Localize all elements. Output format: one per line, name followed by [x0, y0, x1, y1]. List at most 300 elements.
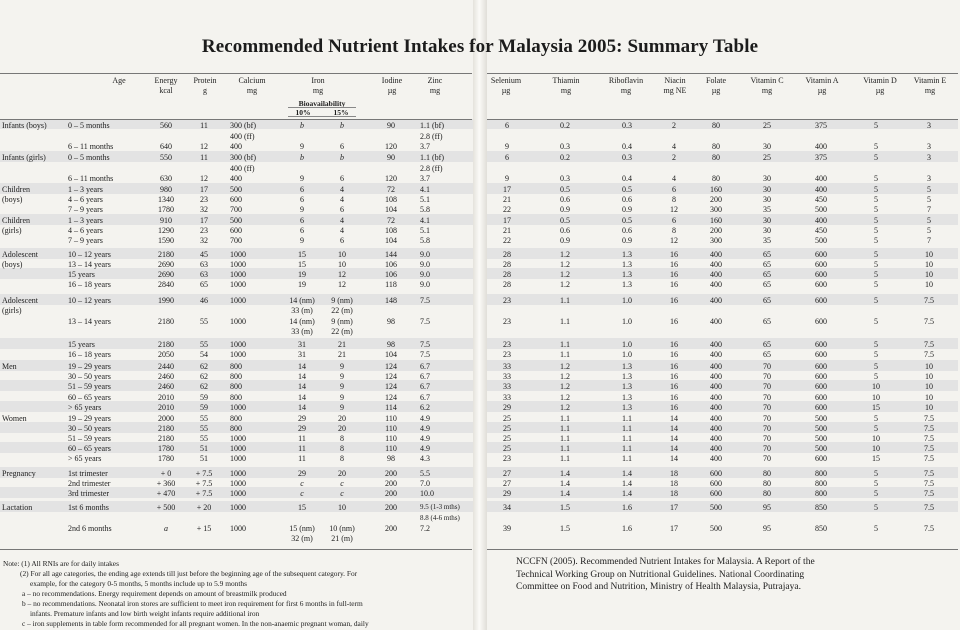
cell-nia: 6 [672, 185, 676, 194]
cell-va: 450 [815, 195, 827, 204]
cell-bio10: 14 [298, 372, 306, 381]
cell-bio15: 9 [340, 372, 344, 381]
cell-calcium: 400 (ff) [230, 132, 255, 141]
cell-thi: 0.9 [560, 205, 570, 214]
cell-vc: 65 [763, 350, 771, 359]
cell-age: > 65 years [68, 403, 102, 412]
cell-vd: 5 [874, 216, 878, 225]
cell-bio15: 22 (m) [331, 306, 353, 315]
cell-vd: 5 [874, 153, 878, 162]
cell-calcium: 1000 [230, 489, 246, 498]
cell-zinc: 7.2 [420, 524, 430, 533]
cell-calcium: 800 [230, 372, 242, 381]
cell-iodine: 200 [385, 489, 397, 498]
cell-protein: 17 [200, 216, 208, 225]
cell-protein: 12 [200, 174, 208, 183]
cell-vc: 35 [763, 205, 771, 214]
reference-citation [516, 556, 815, 594]
cell-vc: 30 [763, 226, 771, 235]
cell-bio10: 19 [298, 270, 306, 279]
cell-fol: 400 [710, 414, 722, 423]
cell-age: 6 – 11 months [68, 174, 114, 183]
cell-energy: 2180 [158, 434, 174, 443]
cell-group: Lactation [2, 503, 33, 512]
cell-bio10: 14 [298, 393, 306, 402]
cell-bio10: 14 [298, 362, 306, 371]
cell-rib: 1.1 [622, 414, 632, 423]
cell-group: Men [2, 362, 17, 371]
cell-age: 16 – 18 years [68, 280, 111, 289]
cell-bio15: 4 [340, 226, 344, 235]
cell-sel: 39 [503, 524, 511, 533]
table-row [0, 174, 960, 183]
cell-zinc: 4.1 [420, 185, 430, 194]
cell-zinc: 6.7 [420, 393, 430, 402]
cell-group: (boys) [2, 260, 23, 269]
cell-calcium: 800 [230, 382, 242, 391]
cell-iodine: 200 [385, 524, 397, 533]
cell-age: 51 – 59 years [68, 382, 111, 391]
cell-rib: 1.3 [622, 362, 632, 371]
cell-va: 800 [815, 479, 827, 488]
table-row [0, 164, 960, 173]
cell-energy: 1590 [158, 236, 174, 245]
cell-iodine: 108 [385, 195, 397, 204]
cell-energy: 1780 [158, 444, 174, 453]
cell-vd: 5 [874, 270, 878, 279]
cell-sel: 21 [503, 195, 511, 204]
cell-va: 400 [815, 216, 827, 225]
cell-nia: 14 [670, 454, 678, 463]
cell-bio10: b [300, 153, 304, 162]
cell-energy: + 360 [156, 479, 176, 488]
cell-energy: 560 [160, 121, 172, 130]
cell-sel: 29 [503, 489, 511, 498]
table-row [0, 382, 960, 391]
header-riboflavin-unit: mg [620, 85, 632, 95]
cell-bio10: 15 [298, 260, 306, 269]
table-row [0, 195, 960, 204]
cell-group: Infants (girls) [2, 153, 46, 162]
table-row [0, 327, 960, 336]
header-iron-unit: mg [312, 85, 324, 95]
cell-sel: 33 [503, 372, 511, 381]
cell-fol: 160 [710, 185, 722, 194]
cell-sel: 6 [505, 153, 509, 162]
cell-sel: 33 [503, 393, 511, 402]
cell-vd: 10 [872, 444, 880, 453]
cell-protein: 54 [200, 350, 208, 359]
header-bioavailability: Bioavailability [298, 99, 346, 108]
cell-iodine: 98 [387, 454, 395, 463]
cell-calcium: 1000 [230, 350, 246, 359]
cell-nia: 14 [670, 434, 678, 443]
cell-bio15: 21 [338, 340, 346, 349]
cell-energy: 2180 [158, 317, 174, 326]
cell-nia: 2 [672, 153, 676, 162]
cell-rib: 1.3 [622, 260, 632, 269]
cell-nia: 12 [670, 236, 678, 245]
iron-subheader-rule [288, 107, 356, 108]
header-iron-label: Iron [311, 76, 325, 85]
cell-protein: 63 [200, 270, 208, 279]
cell-vd: 5 [874, 372, 878, 381]
cell-fol: 80 [712, 153, 720, 162]
cell-group: Children [2, 185, 30, 194]
cell-iodine: 90 [387, 153, 395, 162]
cell-nia: 6 [672, 216, 676, 225]
cell-bio10: b [300, 121, 304, 130]
cell-energy: 1290 [158, 226, 174, 235]
cell-va: 600 [815, 382, 827, 391]
cell-nia: 4 [672, 142, 676, 151]
table-row [0, 306, 960, 315]
cell-vc: 70 [763, 393, 771, 402]
cell-vd: 15 [872, 403, 880, 412]
footnote-line: Note: (1) All RNIs are for daily intakes [3, 559, 119, 568]
cell-iodine: 104 [385, 236, 397, 245]
header-protein [188, 76, 222, 95]
cell-iodine: 110 [385, 444, 397, 453]
cell-vd: 5 [874, 226, 878, 235]
cell-vc: 70 [763, 372, 771, 381]
table-row [0, 503, 960, 512]
cell-nia: 14 [670, 424, 678, 433]
cell-nia: 18 [670, 489, 678, 498]
cell-vc: 70 [763, 444, 771, 453]
cell-age: 1 – 3 years [68, 185, 103, 194]
cell-thi: 1.1 [560, 296, 570, 305]
cell-bio15: c [340, 489, 344, 498]
header-energy-label: Energy [154, 76, 178, 85]
cell-va: 600 [815, 340, 827, 349]
table-rule [0, 119, 472, 120]
cell-group: (girls) [2, 306, 22, 315]
cell-iodine: 98 [387, 317, 395, 326]
cell-rib: 1.6 [622, 524, 632, 533]
cell-calcium: 500 [230, 185, 242, 194]
cell-ve: 5 [927, 226, 931, 235]
cell-iodine: 90 [387, 121, 395, 130]
table-rule [487, 549, 958, 550]
header-folate-unit: µg [711, 85, 721, 95]
cell-protein: + 15 [196, 524, 212, 533]
cell-group: Children [2, 216, 30, 225]
cell-zinc: 2.8 (ff) [420, 132, 443, 141]
cell-age: 60 – 65 years [68, 444, 111, 453]
cell-iodine: 200 [385, 503, 397, 512]
cell-thi: 1.1 [560, 454, 570, 463]
cell-age: 10 – 12 years [68, 296, 111, 305]
cell-va: 400 [815, 185, 827, 194]
cell-rib: 0.3 [622, 153, 632, 162]
cell-rib: 1.0 [622, 296, 632, 305]
cell-rib: 1.4 [622, 489, 632, 498]
cell-calcium: 1000 [230, 296, 246, 305]
cell-bio15: 22 (m) [331, 327, 353, 336]
cell-va: 500 [815, 414, 827, 423]
table-row [0, 270, 960, 279]
cell-ve: 10 [925, 403, 933, 412]
cell-bio15: 4 [340, 185, 344, 194]
cell-age: 13 – 14 years [68, 260, 111, 269]
header-vitc-unit: mg [761, 85, 773, 95]
cell-vd: 5 [874, 121, 878, 130]
cell-calcium: 1000 [230, 280, 246, 289]
cell-age: 1st 6 months [68, 503, 109, 512]
cell-calcium: 400 [230, 142, 242, 151]
cell-energy: 980 [160, 185, 172, 194]
cell-vd: 10 [872, 393, 880, 402]
cell-nia: 12 [670, 205, 678, 214]
cell-thi: 1.2 [560, 382, 570, 391]
cell-age: > 65 years [68, 454, 102, 463]
header-zinc-label: Zinc [427, 76, 443, 85]
cell-thi: 1.1 [560, 444, 570, 453]
table-row [0, 469, 960, 478]
header-vita [800, 76, 844, 95]
cell-protein: 59 [200, 393, 208, 402]
cell-age: 2nd 6 months [68, 524, 112, 533]
cell-iodine: 108 [385, 226, 397, 235]
cell-vc: 80 [763, 479, 771, 488]
header-riboflavin [602, 76, 650, 95]
cell-fol: 400 [710, 350, 722, 359]
cell-iodine: 120 [385, 174, 397, 183]
cell-calcium: 600 [230, 226, 242, 235]
cell-rib: 0.4 [622, 174, 632, 183]
cell-vd: 5 [874, 185, 878, 194]
header-age: Age [112, 76, 126, 85]
cell-sel: 23 [503, 454, 511, 463]
cell-ve: 7.5 [924, 454, 934, 463]
cell-ve: 10 [925, 260, 933, 269]
cell-iodine: 110 [385, 424, 397, 433]
cell-ve: 7.5 [924, 296, 934, 305]
cell-bio15: 9 [340, 382, 344, 391]
cell-energy: 2690 [158, 270, 174, 279]
cell-vc: 25 [763, 153, 771, 162]
cell-bio10: 9 [300, 236, 304, 245]
cell-va: 600 [815, 260, 827, 269]
cell-thi: 1.5 [560, 524, 570, 533]
cell-nia: 16 [670, 403, 678, 412]
cell-fol: 600 [710, 469, 722, 478]
cell-zinc: 9.0 [420, 270, 430, 279]
cell-thi: 1.2 [560, 260, 570, 269]
cell-sel: 17 [503, 216, 511, 225]
cell-zinc: 7.5 [420, 317, 430, 326]
cell-vd: 5 [874, 205, 878, 214]
cell-zinc: 4.1 [420, 216, 430, 225]
cell-va: 600 [815, 296, 827, 305]
cell-zinc: 7.5 [420, 350, 430, 359]
cell-rib: 0.5 [622, 216, 632, 225]
cell-vd: 5 [874, 424, 878, 433]
cell-fol: 400 [710, 444, 722, 453]
cell-protein: 17 [200, 185, 208, 194]
cell-bio10: 14 [298, 403, 306, 412]
cell-calcium: 1000 [230, 444, 246, 453]
cell-fol: 400 [710, 340, 722, 349]
cell-bio10: 9 [300, 174, 304, 183]
cell-bio10: c [300, 479, 304, 488]
cell-bio15: 21 [338, 350, 346, 359]
cell-vc: 65 [763, 340, 771, 349]
cell-calcium: 1000 [230, 250, 246, 259]
cell-energy: 1990 [158, 296, 174, 305]
table-row [0, 317, 960, 326]
cell-sel: 29 [503, 403, 511, 412]
header-vita-label: Vitamin A [805, 76, 839, 85]
footnote-line: b – no recommendations. Neonatal iron stores are sufficient to meet iron requirement for first 6 months in full-term [22, 599, 363, 608]
cell-thi: 1.2 [560, 362, 570, 371]
cell-va: 500 [815, 424, 827, 433]
cell-iodine: 104 [385, 205, 397, 214]
cell-sel: 34 [503, 503, 511, 512]
table-row [0, 153, 960, 162]
cell-iodine: 98 [387, 340, 395, 349]
cell-protein: 32 [200, 236, 208, 245]
cell-fol: 500 [710, 503, 722, 512]
cell-thi: 1.2 [560, 270, 570, 279]
cell-nia: 16 [670, 250, 678, 259]
cell-zinc: 6.7 [420, 382, 430, 391]
cell-age: 51 – 59 years [68, 434, 111, 443]
cell-bio15: 9 [340, 403, 344, 412]
cell-energy: 2180 [158, 424, 174, 433]
cell-protein: 23 [200, 226, 208, 235]
header-iodine-label: Iodine [381, 76, 403, 85]
header-energy [146, 76, 186, 95]
cell-ve: 3 [927, 174, 931, 183]
cell-zinc: 5.8 [420, 236, 430, 245]
cell-va: 600 [815, 250, 827, 259]
cell-sel: 9 [505, 142, 509, 151]
table-row [0, 132, 960, 141]
cell-iodine: 124 [385, 382, 397, 391]
cell-bio10: 31 [298, 350, 306, 359]
cell-protein: + 7.5 [195, 479, 213, 488]
cell-bio10: 31 [298, 340, 306, 349]
cell-age: 7 – 9 years [68, 236, 103, 245]
cell-bio15: 8 [340, 434, 344, 443]
cell-vd: 10 [872, 434, 880, 443]
cell-ve: 10 [925, 372, 933, 381]
cell-group: Infants (boys) [2, 121, 47, 130]
cell-fol: 80 [712, 174, 720, 183]
table-row [0, 226, 960, 235]
cell-rib: 0.5 [622, 185, 632, 194]
header-energy-unit: kcal [159, 85, 173, 95]
cell-rib: 1.3 [622, 403, 632, 412]
cell-nia: 16 [670, 280, 678, 289]
cell-vc: 30 [763, 195, 771, 204]
cell-energy: + 0 [160, 469, 172, 478]
cell-sel: 17 [503, 185, 511, 194]
cell-ve: 10 [925, 362, 933, 371]
footnote-line: example, for the category 0-5 months, 5 months include up to 5.9 months [30, 579, 247, 588]
header-selenium-unit: µg [501, 85, 511, 95]
cell-iodine: 124 [385, 362, 397, 371]
header-niacin [660, 76, 690, 95]
cell-va: 600 [815, 403, 827, 412]
table-row [0, 524, 960, 533]
cell-ve: 7.5 [924, 414, 934, 423]
cell-iodine: 148 [385, 296, 397, 305]
cell-ve: 7.5 [924, 469, 934, 478]
cell-energy: 2180 [158, 250, 174, 259]
cell-iodine: 124 [385, 372, 397, 381]
cell-bio15: 20 [338, 424, 346, 433]
cell-group: Adolescent [2, 250, 38, 259]
cell-rib: 1.4 [622, 469, 632, 478]
cell-bio10: 9 [300, 142, 304, 151]
cell-nia: 17 [670, 503, 678, 512]
cell-age: 30 – 50 years [68, 424, 111, 433]
cell-iodine: 106 [385, 270, 397, 279]
table-row [0, 121, 960, 130]
cell-rib: 1.0 [622, 317, 632, 326]
cell-fol: 400 [710, 424, 722, 433]
cell-zinc: 9.0 [420, 260, 430, 269]
cell-calcium: 1000 [230, 340, 246, 349]
cell-sel: 25 [503, 434, 511, 443]
cell-energy: 1780 [158, 454, 174, 463]
cell-age: 10 – 12 years [68, 250, 111, 259]
header-iodine-unit: µg [387, 85, 397, 95]
cell-vd: 5 [874, 414, 878, 423]
footnote-line: infants. Premature infants and low birth weight infants require additional iron [30, 609, 260, 618]
cell-thi: 1.1 [560, 340, 570, 349]
cell-nia: 16 [670, 260, 678, 269]
cell-rib: 1.4 [622, 479, 632, 488]
cell-zinc: 9.0 [420, 280, 430, 289]
cell-rib: 0.9 [622, 236, 632, 245]
cell-thi: 1.5 [560, 503, 570, 512]
cell-rib: 1.6 [622, 503, 632, 512]
cell-fol: 80 [712, 121, 720, 130]
cell-bio10: 6 [300, 195, 304, 204]
cell-vd: 5 [874, 296, 878, 305]
cell-bio15: 20 [338, 469, 346, 478]
table-row [0, 216, 960, 225]
cell-rib: 1.3 [622, 372, 632, 381]
cell-ve: 7.5 [924, 524, 934, 533]
cell-protein: 55 [200, 317, 208, 326]
cell-va: 400 [815, 174, 827, 183]
cell-bio10: 14 (nm) [289, 317, 315, 326]
cell-vc: 35 [763, 236, 771, 245]
cell-age: 15 years [68, 270, 95, 279]
cell-bio15: 10 [338, 503, 346, 512]
cell-fol: 400 [710, 270, 722, 279]
cell-calcium: 1000 [230, 479, 246, 488]
cell-fol: 400 [710, 250, 722, 259]
cell-vc: 65 [763, 260, 771, 269]
cell-thi: 0.6 [560, 195, 570, 204]
cell-iodine: 72 [387, 185, 395, 194]
page-title: Recommended Nutrient Intakes for Malaysia 2005: Summary Table [201, 36, 759, 57]
cell-protein: + 7.5 [195, 489, 213, 498]
cell-calcium: 800 [230, 424, 242, 433]
cell-ve: 5 [927, 216, 931, 225]
cell-ve: 7 [927, 236, 931, 245]
cell-vc: 30 [763, 185, 771, 194]
cell-protein: 32 [200, 205, 208, 214]
cell-ve: 10 [925, 270, 933, 279]
cell-thi: 0.2 [560, 153, 570, 162]
